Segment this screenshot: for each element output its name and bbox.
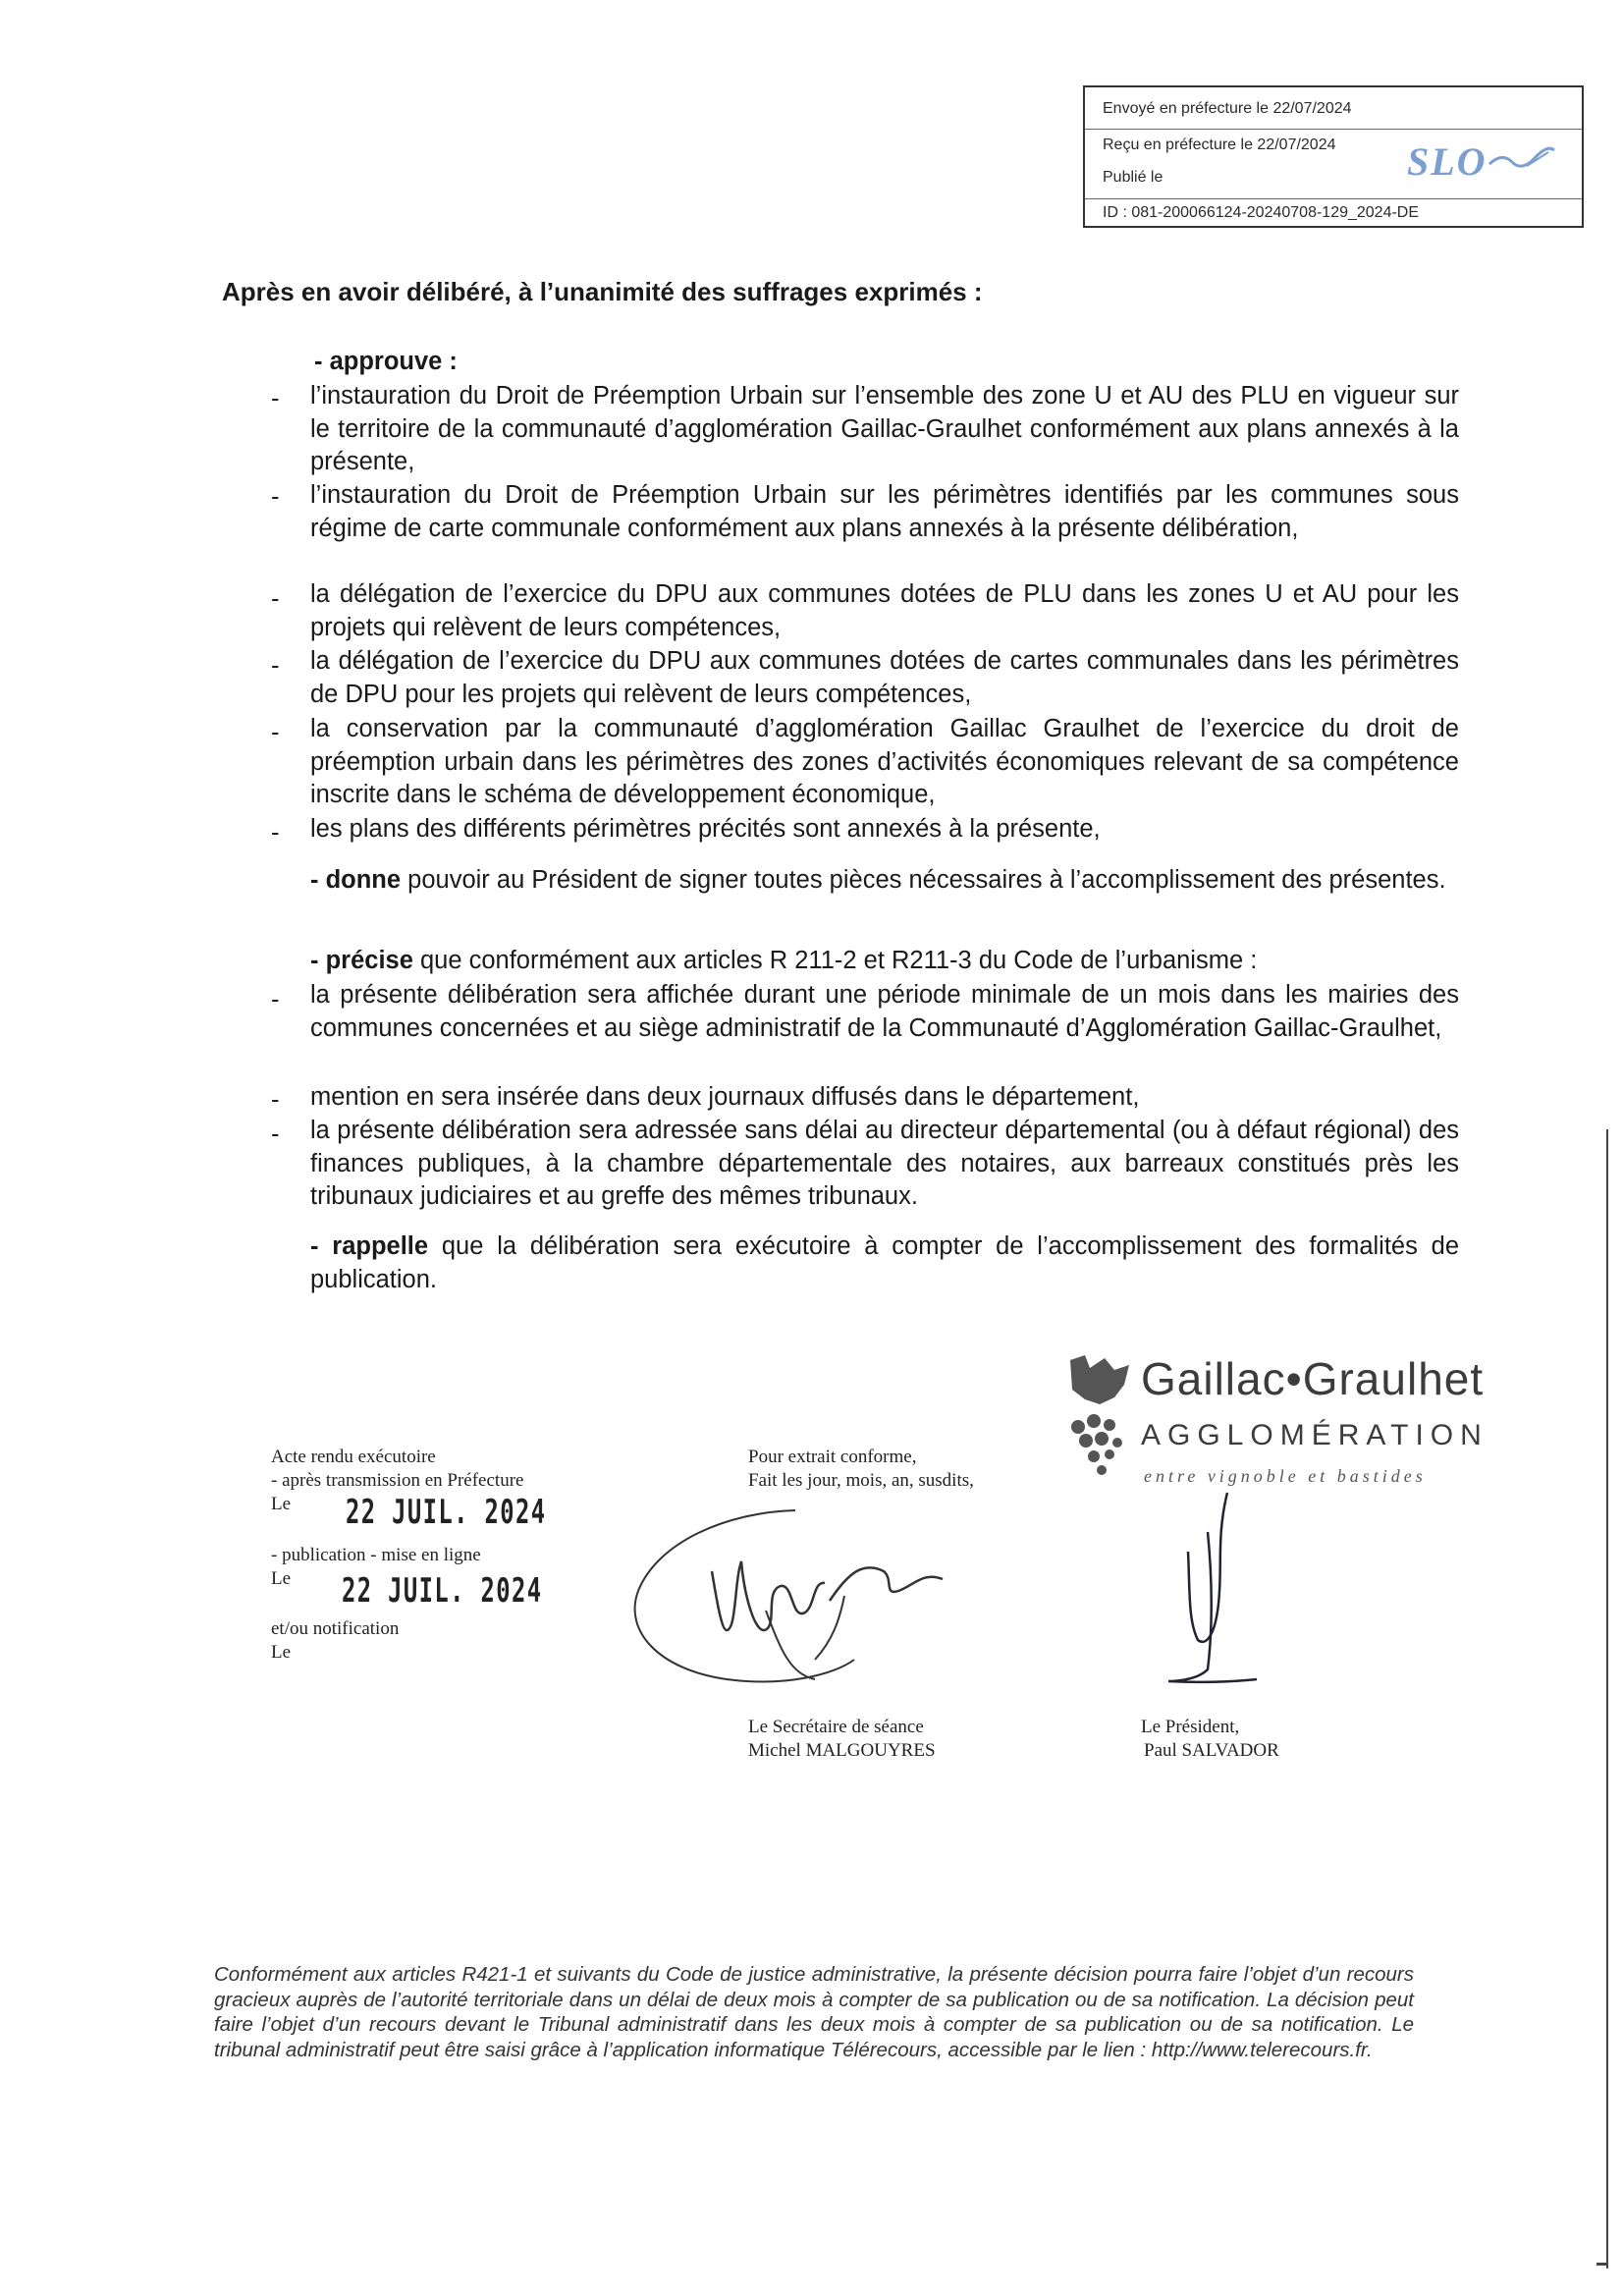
execution-le-3: Le	[271, 1642, 292, 1663]
execution-le-2: Le	[271, 1568, 292, 1589]
agglomeration-logo	[1060, 1350, 1492, 1507]
stamp-scribble-icon	[1488, 144, 1556, 174]
logo-tagline: entre vignoble et bastides	[1144, 1466, 1427, 1486]
execution-date-2: 22 JUIL. 2024	[342, 1571, 543, 1611]
donne-paragraph	[310, 864, 1459, 898]
precise-item-2: mention en sera insérée dans deux journaux diffusés dans le département,	[310, 1083, 1140, 1111]
secretary-title: Le Secrétaire de séance	[748, 1717, 924, 1737]
donne-text: pouvoir au Président de signer toutes pièces nécessaires à l’accomplissement des présentes.	[401, 866, 1446, 894]
secretary-name: Michel MALGOUYRES	[748, 1740, 936, 1761]
stamp-id: ID : 081-200066124-20240708-129_2024-DE	[1103, 204, 1420, 221]
precise-label: - précise	[310, 947, 413, 974]
president-signature-icon	[1159, 1473, 1276, 1699]
approuve-item-6: les plans des différents périmètres précités sont annexés à la présente,	[310, 815, 1101, 843]
precise-item-1: la présente délibération sera affichée durant une période minimale de un mois dans les mairies des communes concernées et au siège administratif de la Communauté d’Agglomération Gaillac-Graulhet,	[310, 981, 1459, 1042]
legal-footer: Conformément aux articles R421-1 et suivants du Code de justice administrative, la présente décision pourra faire l’objet d’un recours gracieux auprès de l’autorité territoriale dans un délai de deux mois à compter de sa publication ou de sa notification. La décision peut faire l’objet d’un recours devant le Tribunal administratif dans les deux mois à compter de sa publication ou de sa notification. Le tribunal administratif peut être saisi grâce à l’application informatique Télérecours, accessible par le lien : http://www.telerecours.fr.	[214, 1963, 1414, 2061]
secretary-signature-icon	[619, 1503, 992, 1699]
logo-agglomeration: AGGLOMÉRATION	[1141, 1419, 1488, 1451]
scan-edge-tick	[1596, 2263, 1608, 2266]
grape-map-logo-icon	[1060, 1350, 1139, 1478]
logo-name: Gaillac•Graulhet	[1141, 1353, 1485, 1404]
stamp-initials-mark: SLO	[1407, 139, 1488, 184]
precise-text: que conformément aux articles R 211-2 et R211-3 du Code de l’urbanisme :	[412, 947, 1258, 974]
stamp-envoye: Envoyé en préfecture le 22/07/2024	[1103, 100, 1352, 117]
extrait-line-1: Pour extrait conforme,	[748, 1447, 917, 1467]
approuve-item-1: l’instauration du Droit de Préemption Urbain sur l’ensemble des zone U et AU des PLU en vigueur sur le territoire de la communauté d’agglomération Gaillac-Graulhet conformément aux plans annexés à la présente,	[310, 382, 1459, 475]
approuve-item-5: la conservation par la communauté d’agglomération Gaillac Graulhet de l’exercice du droit de préemption urbain dans les périmètres des zones d’activités économiques relevant de sa compétence inscrite dans le schéma de développement économique,	[310, 715, 1459, 808]
approuve-item-2: l’instauration du Droit de Préemption Urbain sur les périmètres identifiés par les communes sous régime de carte communale conformément aux plans annexés à la présente délibération,	[310, 481, 1459, 542]
president-name: Paul SALVADOR	[1144, 1740, 1279, 1761]
approuve-item-4: la délégation de l’exercice du DPU aux communes dotées de cartes communales dans les périmètres de DPU pour les projets qui relèvent de leurs compétences,	[310, 647, 1459, 708]
stamp-recu: Reçu en préfecture le 22/07/2024	[1103, 137, 1336, 153]
precise-item-3: la présente délibération sera adressée sans délai au directeur départemental (ou à défaut régional) des finances publiques, à la chambre départementale des notaires, aux barreaux constitués près les tribunaux judiciaires et au greffe des mêmes tribunaux.	[310, 1117, 1459, 1210]
president-title: Le Président,	[1141, 1717, 1240, 1737]
donne-label: - donne	[310, 866, 402, 894]
execution-line-4: et/ou notification	[271, 1618, 400, 1639]
document-page: Envoyé en préfecture le 22/07/2024 Reçu en préfecture le 22/07/2024 Publié le SLO ID : 081-200066124-20240708-129_2024-DE Après en avoir délibéré, à l’unanimité des suffrages exprimés : - approuve : - l’instauration du Droit de Préemption Urbain sur l’ensemble des zone U et AU des PLU en vigueur sur le territoire de la communauté d’agglomération Gaillac-Graulhet conformément aux plans annexés à la présente, - l’instauration du Droit de Préemption Urbain sur les périmètres identifiés par les communes sous régime de carte communale conformément aux plans annexés à la présente délibération, - la délégation de l’exercice du DPU aux communes dotées de PLU dans les zones U et AU pour les projets qui relèvent de leurs compétences, - la délégation de l’exercice du DPU aux communes dotées de cartes communales dans les périmètres de DPU pour les projets qui relèvent de leurs compétences, - la conservation par la communauté d’agglomération Gaillac Graulhet de l’exercice du droit de préemption urbain dans les périmètres des zones d’activités économiques relevant de sa compétence inscrite dans le schéma de développement économique, - les plans des différents périmètres précités sont annexés à la présente, - donne pouvoir au Président de signer toutes pièces nécessaires à l’accomplissement des présentes. - précise que conformément aux articles R 211-2 et R211-3 du Code de l’urbanisme : - la présente délibération sera affichée durant une période minimale de un mois dans les mairies des communes concernées et au siège administratif de la Communauté d’Agglomération Gaillac-Graulhet, - mention en sera insérée dans deux journaux diffusés dans le département, - la présente délibération sera adressée sans délai au directeur départemental (ou à défaut régional) des finances publiques, à la chambre départementale des notaires, aux barreaux constitués près les tribunaux judiciaires et au greffe des mêmes tribunaux. - rappelle que la délibération sera exécutoire à compter de l’accomplissement des formalités de publication. Gaillac•Graulhet AGGLOMÉRATION entre vignoble et bastides Acte rendu exécutoire - après transmission en Préfecture Le 22 JUIL. 2024 - publication - mise en ligne Le 22 JUIL. 2024 et/ou notification Le Pour extrait conforme, Fait les jour, mois, an, susdits, Le Secrétaire de séance Michel MALGOUYRES Le Président, Paul SALVADOR Conformément aux articles R421-1 et suivants du Code de justice administrative, la présente décision pourra faire l’objet d’un recours gracieux auprès de l’autorité territoriale dans un délai de deux mois à compter de sa publication ou de sa notification. La décision peut faire l’objet d’un recours devant le Tribunal administratif dans les deux mois à compter de sa publication ou de sa notification. Le tribunal administratif peut être saisi grâce à l’application informatique Télérecours, accessible par le lien : http://www.telerecours.fr.	[0, 0, 1623, 2296]
precise-paragraph	[310, 945, 1459, 978]
approuve-item-3: la délégation de l’exercice du DPU aux communes dotées de PLU dans les zones U et AU pour les projets qui relèvent de leurs compétences,	[310, 580, 1459, 641]
execution-le-1: Le	[271, 1494, 292, 1514]
execution-line-3: - publication - mise en ligne	[271, 1545, 481, 1565]
prefecture-stamp	[1083, 85, 1584, 228]
execution-line-1: Acte rendu exécutoire	[271, 1447, 436, 1467]
extrait-line-2: Fait les jour, mois, an, susdits,	[748, 1470, 974, 1491]
rappelle-text: que la délibération sera exécutoire à compter de l’accomplissement des formalités de publication.	[310, 1232, 1459, 1293]
stamp-publie: Publié le	[1103, 169, 1163, 186]
execution-date-1: 22 JUIL. 2024	[346, 1493, 547, 1532]
scan-edge-line	[1606, 1129, 1608, 2269]
execution-line-2: - après transmission en Préfecture	[271, 1470, 524, 1491]
rappelle-paragraph	[310, 1230, 1459, 1296]
rappelle-label: - rappelle	[310, 1232, 429, 1260]
approuve-label: - approuve :	[314, 348, 458, 375]
deliberation-heading: Après en avoir délibéré, à l’unanimité des suffrages exprimés :	[222, 277, 983, 306]
